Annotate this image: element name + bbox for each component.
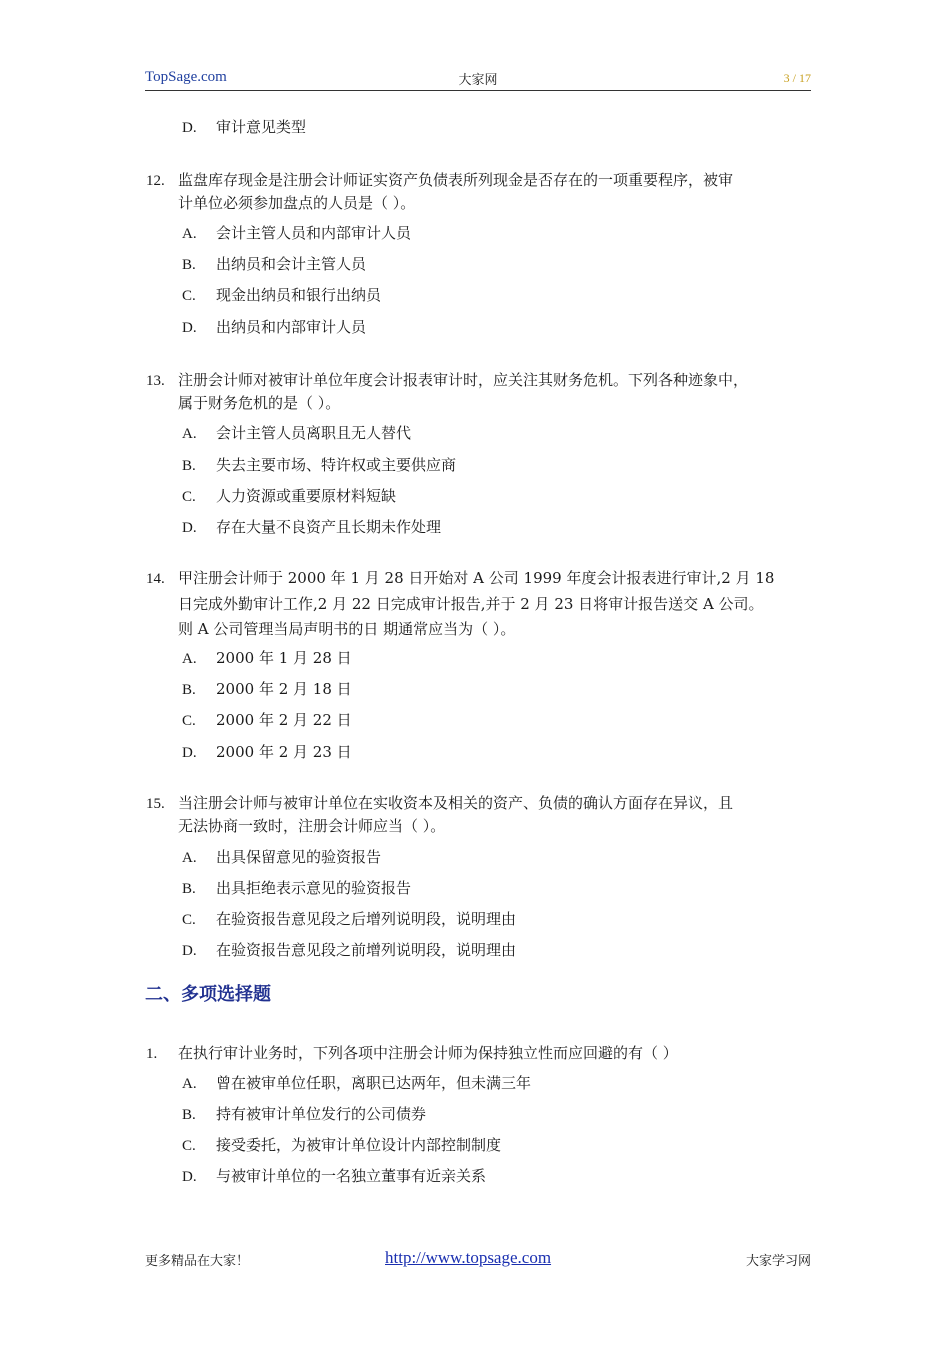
option-item: B. 失去主要市场、特许权或主要供应商: [182, 456, 457, 474]
header-site-name: TopSage.com: [145, 69, 227, 85]
question-15: [146, 793, 733, 814]
option-text: 曾在被审单位任职，离职已达两年，但未满三年: [216, 1074, 532, 1092]
question-number: 13.: [146, 373, 165, 389]
question-text-line: 属于财务危机的是（ ）。: [178, 394, 341, 412]
option-item: B. 2000 年 2 月 18 日: [182, 680, 352, 698]
option-item: D. 在验资报告意见段之前增列说明段，说明理由: [182, 941, 517, 959]
multi-question-1: [146, 1043, 678, 1064]
option-item: A. 出具保留意见的验资报告: [182, 848, 382, 866]
option-item: D. 审计意见类型: [182, 118, 307, 136]
option-item: A. 会计主管人员和内部审计人员: [182, 224, 412, 242]
option-item: B. 出具拒绝表示意见的验资报告: [182, 879, 412, 897]
question-number: 1.: [146, 1046, 158, 1062]
question-text-line: 无法协商一致时，注册会计师应当（ ）。: [178, 817, 446, 835]
option-item: D. 2000 年 2 月 23 日: [182, 743, 352, 761]
question-13: [146, 370, 748, 391]
option-item: D. 与被审计单位的一名独立董事有近亲关系: [182, 1167, 487, 1185]
question-text-line: 甲注册会计师于 2000 年 1 月 28 日开始对 A 公司 1999 年度会计报表进行审计,2 月 18: [178, 569, 775, 587]
question-text-line: 在执行审计业务时，下列各项中注册会计师为保持独立性而应回避的有（ ）: [178, 1044, 678, 1062]
option-text: 2000 年 2 月 22 日: [216, 711, 352, 729]
option-text: 接受委托，为被审计单位设计内部控制制度: [216, 1136, 502, 1154]
option-text: 在验资报告意见段之后增列说明段，说明理由: [216, 910, 517, 928]
option-item: A. 会计主管人员离职且无人替代: [182, 424, 412, 442]
option-item: C. 接受委托，为被审计单位设计内部控制制度: [182, 1136, 502, 1154]
option-item: B. 出纳员和会计主管人员: [182, 255, 367, 273]
option-text: 出具保留意见的验资报告: [216, 848, 382, 866]
page-number: 3 / 17: [783, 71, 811, 85]
option-item: C. 人力资源或重要原材料短缺: [182, 487, 397, 505]
option-text: 持有被审计单位发行的公司债券: [216, 1105, 427, 1123]
option-item: A. 2000 年 1 月 28 日: [182, 649, 352, 667]
option-item: A. 曾在被审单位任职，离职已达两年，但未满三年: [182, 1074, 532, 1092]
option-text: 会计主管人员离职且无人替代: [216, 424, 412, 442]
question-number: 14.: [146, 571, 165, 587]
option-item: C. 现金出纳员和银行出纳员: [182, 286, 382, 304]
question-text-line: 监盘库存现金是注册会计师证实资产负债表所列现金是否存在的一项重要程序，被审: [178, 171, 734, 189]
section-heading: 二、多项选择题: [145, 984, 271, 1005]
question-text-line: 日完成外勤审计工作,2 月 22 日完成审计报告,并于 2 月 23 日将审计报告送交 A 公司。: [178, 595, 764, 613]
option-text: 人力资源或重要原材料短缺: [216, 487, 397, 505]
option-item: D. 出纳员和内部审计人员: [182, 318, 367, 336]
option-text: 2000 年 2 月 23 日: [216, 743, 352, 761]
option-text: 出纳员和会计主管人员: [216, 255, 367, 273]
option-text: 出具拒绝表示意见的验资报告: [216, 879, 412, 897]
question-14: [146, 568, 774, 589]
option-text: 会计主管人员和内部审计人员: [216, 224, 412, 242]
option-text: 在验资报告意见段之前增列说明段，说明理由: [216, 941, 517, 959]
question-number: 15.: [146, 796, 165, 812]
option-text: 出纳员和内部审计人员: [216, 318, 367, 336]
question-number: 12.: [146, 173, 165, 189]
question-12: [146, 170, 733, 191]
question-text-line: 则 A 公司管理当局声明书的日 期通常应当为（ ）。: [178, 620, 516, 638]
page-header: [145, 68, 811, 91]
option-text: 存在大量不良资产且长期未作处理: [216, 518, 442, 536]
question-text-line: 计单位必须参加盘点的人员是（ ）。: [178, 194, 416, 212]
option-item: D. 存在大量不良资产且长期未作处理: [182, 518, 442, 536]
page-footer: [145, 1248, 811, 1270]
option-text: 失去主要市场、特许权或主要供应商: [216, 456, 457, 474]
option-text: 与被审计单位的一名独立董事有近亲关系: [216, 1167, 487, 1185]
option-text: 审计意见类型: [216, 118, 307, 136]
footer-link[interactable]: http://www.topsage.com: [385, 1248, 552, 1267]
option-text: 现金出纳员和银行出纳员: [216, 286, 382, 304]
option-text: 2000 年 1 月 28 日: [216, 649, 352, 667]
header-title: 大家网: [458, 73, 498, 88]
question-text-line: 注册会计师对被审计单位年度会计报表审计时，应关注其财务危机。下列各种迹象中，: [178, 371, 749, 389]
option-item: B. 持有被审计单位发行的公司债券: [182, 1105, 427, 1123]
option-item: C. 2000 年 2 月 22 日: [182, 711, 352, 729]
option-item: C. 在验资报告意见段之后增列说明段，说明理由: [182, 910, 517, 928]
question-text-line: 当注册会计师与被审计单位在实收资本及相关的资产、负债的确认方面存在异议，且: [178, 794, 734, 812]
footer-slogan: 更多精品在大家！: [145, 1254, 250, 1269]
option-text: 2000 年 2 月 18 日: [216, 680, 352, 698]
footer-site-name: 大家学习网: [745, 1254, 811, 1269]
